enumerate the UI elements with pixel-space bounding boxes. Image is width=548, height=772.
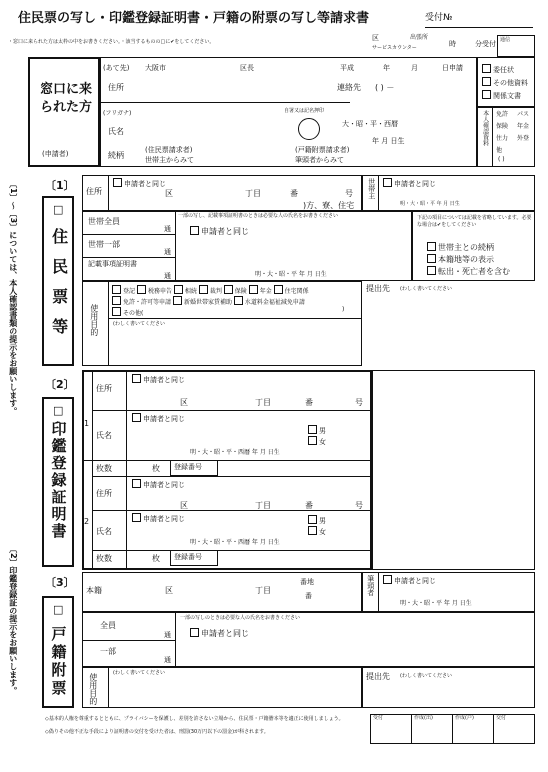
- check-power-of-attorney[interactable]: 委任状: [482, 64, 514, 74]
- seal-circle: [298, 118, 320, 140]
- applicant-name-label: 氏名: [108, 127, 124, 136]
- sec2-2-name-same-check[interactable]: 申請者と同じ: [132, 513, 185, 523]
- check-domicile[interactable]: 本籍地等の表示: [427, 254, 494, 264]
- communication-stamp-box: 通信: [497, 35, 535, 57]
- purpose-row1[interactable]: 登記 税務申告 相続 裁判 保険 年金 住宅関係: [112, 285, 309, 295]
- sec1-omitted-items-box: 下記の項目については記載を省略しています。必要な場合は✔をしてください 世帯主との続柄 本籍地等の表示 転出・死亡者を含む: [412, 211, 535, 281]
- sec3-head-same-check[interactable]: 申請者と同じ: [383, 575, 436, 585]
- instructions-text: ・窓口に来られた方は太枠の中をお書きください。・該当するものの□に✔をしてください。: [8, 39, 215, 45]
- sec2-1-same-check[interactable]: 申請者と同じ: [132, 374, 185, 384]
- footer-note-2: ◇偽りその他不正な手段により証明書の交付を受けた者は、刑罰(30万円以下の罰金)が科されます。: [45, 729, 269, 735]
- attachment-checks: [477, 57, 535, 107]
- sec1-copies-box: [82, 211, 412, 281]
- sec1-head-same-check[interactable]: 申請者と同じ: [383, 178, 436, 188]
- applicant-phone-input[interactable]: ( ) －: [375, 83, 395, 92]
- section2-label-box[interactable]: □ 印鑑登録証明書: [42, 397, 74, 567]
- purpose-row2[interactable]: 免許・許可等申請 新婚世帯家賃補助 水道料金福祉減免申請: [112, 296, 305, 306]
- sec2-2-same-check[interactable]: 申請者と同じ: [132, 479, 185, 489]
- section3-label-box[interactable]: □ 戸籍附票: [42, 596, 74, 708]
- sec3-partial-same-check[interactable]: 申請者と同じ: [190, 628, 249, 638]
- applicant-address-label: 住所: [108, 83, 124, 92]
- check-related-docs[interactable]: 関係文書: [482, 90, 521, 100]
- footer-note-1: ◇基本的人権を尊重するとともに、プライバシーを保護し、差別を許さない立場から、住民票・戸籍謄本等を適正に使用しましょう。: [45, 716, 344, 722]
- sec2-office-area: [372, 370, 535, 570]
- margin-note-id: 〔1〕〜〔3〕については、本人確認書類の提示をお願いします。: [8, 180, 18, 416]
- applicant-side-label-box: 窓口に来られた方 (申請者): [28, 57, 100, 167]
- check-other-docs[interactable]: その他資料: [482, 77, 528, 87]
- sec1-same-address-check[interactable]: 申請者と同じ: [113, 178, 166, 188]
- sec2-1-name-same-check[interactable]: 申請者と同じ: [132, 413, 185, 423]
- section1-label-box[interactable]: □ 住民票等: [42, 196, 74, 366]
- sec3-honseki-box: [82, 572, 362, 612]
- applicant-name-input[interactable]: [135, 124, 285, 138]
- check-include-moved[interactable]: 転出・死亡者を含む: [427, 266, 510, 276]
- purpose-row3[interactable]: その他(: [112, 307, 143, 317]
- sec1-partial-same-check[interactable]: 申請者と同じ: [190, 226, 249, 236]
- receipt-number-label: 受付№: [425, 13, 453, 23]
- margin-note-seal: 〔2〕印鑑登録証の提示をお願いします。: [8, 545, 18, 695]
- applicant-address-input[interactable]: [135, 82, 330, 96]
- check-relationship[interactable]: 世帯主との続柄: [427, 242, 494, 252]
- form-title: 住民票の写し・印鑑登録証明書・戸籍の附票の写し等請求書: [18, 11, 370, 26]
